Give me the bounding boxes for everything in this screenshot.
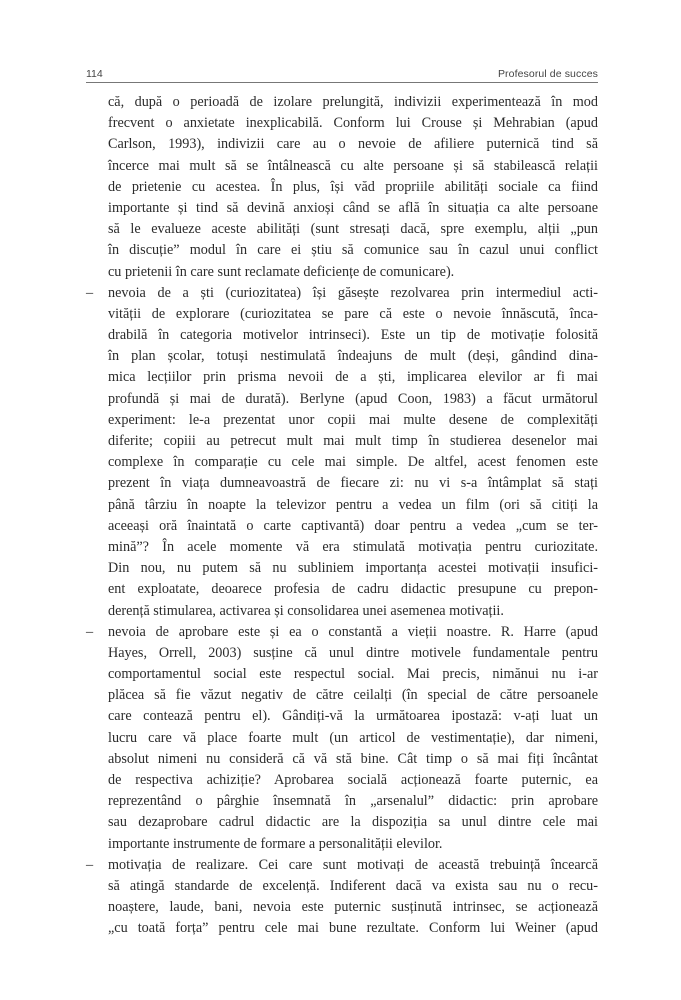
text-line [86,113,598,134]
text-line [86,240,598,261]
line-text: sau dezaprobare cadrul didactic are la dispoziția sa unul dintre cele mai [108,814,598,831]
line-text: Carlson, 1993), indivizii care au o nevoie de afiliere puternică tind să [108,136,598,153]
text-line [86,685,598,706]
text-line [86,834,598,855]
line-text: în discuție” modul în care ei știu să comunice sau în cazul unui conflict [108,242,598,259]
running-title: Profesorul de succes [497,68,598,80]
header-rule [86,82,598,83]
line-text: importante instrumente de formare a personalității elevilor. [108,835,443,852]
line-text: lucru care vă place foarte mult (un articol de vestimentație), dar nimeni, [108,729,598,746]
text-line [86,134,598,155]
text-line [86,304,598,325]
text-line [86,262,598,283]
text-line [86,473,598,494]
text-line [86,601,598,622]
line-text: până târziu în noapte la televizor pentru a vedea un film (ori să citiți la [108,496,598,513]
text-line [86,283,598,304]
running-header [86,68,598,82]
text-line [86,367,598,388]
text-line [86,452,598,473]
text-line [86,749,598,770]
line-text: Hayes, Orrell, 2003) susține că unul dintre motivele fundamentale pentru [108,644,598,661]
line-text: complexe în comparație cu cele mai simple. De altfel, acest fenomen este [108,454,598,471]
text-line [86,791,598,812]
body-text [86,92,598,940]
line-text: de respectiva achiziție? Aprobarea socială acționează foarte puternic, ea [108,772,598,788]
line-text: nevoia de a ști (curiozitatea) își găsește rezolvarea prin intermediul acti- [108,284,598,301]
list-dash: – [86,623,94,640]
line-text: că, după o perioadă de izolare prelungită, indivizii experimentează în mod [108,94,598,110]
text-line [86,706,598,727]
text-line [86,410,598,431]
line-text: noaștere, laude, bani, nevoia este puternic susținută intrinsec, se acționează [108,899,598,916]
text-line [86,198,598,219]
text-line [86,156,598,177]
line-text: frecvent o anxietate inexplicabilă. Conform lui Crouse și Mehrabian (apud [108,115,598,132]
line-text: derență stimularea, activarea și consolidarea unei asemenea motivații. [108,602,504,619]
line-text: mină”? În acele momente vă era stimulată motivația pentru curiozitate. [108,538,598,555]
text-line [86,346,598,367]
line-text: plăcea să fie văzut negativ de către ceilalți (în special de către persoanele [108,687,598,704]
line-text: încerce mai mult să se întâlnească cu alte persoane și să stabilească relații [108,157,598,174]
text-line [86,876,598,897]
line-text: importante și tind să devină anxioși când se află în situația ca alte persoane [108,199,598,216]
text-line [86,643,598,664]
line-text: vității de explorare (curiozitatea se pare că este o nevoie înnăscută, înca- [108,305,598,322]
line-text: profundă și mai de durată). Berlyne (apud Coon, 1983) a făcut următorul [108,390,598,407]
line-text: drabilă în categoria motivelor intrinseci). Este un tip de motivație folosită [108,327,598,344]
text-line [86,537,598,558]
text-line [86,728,598,749]
line-text: nevoia de aprobare este și ea o constantă a vieții noastre. R. Harre (apud [108,623,598,640]
line-text: ent exploatate, deoarece profesia de cadru didactic presupune cu prepon- [108,581,598,598]
line-text: care contează pentru el). Gândiți-vă la următoarea ipostază: v-ați luat un [108,708,598,725]
line-text: în plan școlar, totuși nestimulată îndeajuns de mult (deși, gândind dina- [108,348,598,365]
text-line [86,770,598,791]
text-line [86,664,598,685]
text-line [86,918,598,939]
line-text: comportamentul social este respectul social. Mai precis, nimănui nu i-ar [108,666,598,683]
line-text: aceeași oră înaintată o carte captivantă) doar pentru a vedea „cum se ter- [108,517,598,534]
list-dash: – [86,856,94,873]
line-text: diferite; copiii au petrecut mult mai mult timp în studierea desenelor mai [108,433,598,449]
line-text: de prietenie cu acestea. În plus, își văd propriile abilități sociale ca fiind [108,178,598,195]
text-line [86,92,598,113]
line-text: prezent în viața dumneavoastră de fiecare zi: nu vi s-a întâmplat să stați [108,475,598,492]
text-line [86,219,598,240]
line-text: reprezentând o pârghie însemnată în „arsenalul” didactic: prin aprobare [108,793,598,810]
text-line [86,812,598,833]
text-line [86,897,598,918]
line-text: „cu toată forța” pentru cele mai bune rezultate. Conform lui Weiner (apud [108,920,598,937]
text-line [86,855,598,876]
line-text: cu prietenii în care sunt reclamate deficiențe de comunicare). [108,263,455,280]
text-line [86,558,598,579]
text-line [86,431,598,452]
line-text: motivația de realizare. Cei care sunt motivați de această trebuință încearcă [108,856,598,873]
line-text: absolut nimeni nu consideră că vă stă bine. Cât timp o să mai fiți încântat [108,750,598,767]
text-line [86,622,598,643]
text-line [86,495,598,516]
line-text: Din nou, nu putem să nu subliniem importanța acestei motivații insufici- [108,560,598,577]
line-text: să le evalueze aceste abilități (sunt stresați dacă, spre exemplu, alții „pun [108,221,598,238]
text-line [86,177,598,198]
line-text: experiment: le-a prezentat unor copii mai multe desene de complexități [108,411,598,428]
text-line [86,389,598,410]
text-line [86,325,598,346]
line-text: mica lecțiilor prin prisma nevoii de a ști, implicarea elevilor ar fi mai [108,369,598,386]
text-line [86,516,598,537]
text-line [86,579,598,600]
list-dash: – [86,284,94,301]
page-number: 114 [86,68,103,80]
line-text: să atingă standarde de excelență. Indiferent dacă va exista sau nu o recu- [108,877,598,894]
